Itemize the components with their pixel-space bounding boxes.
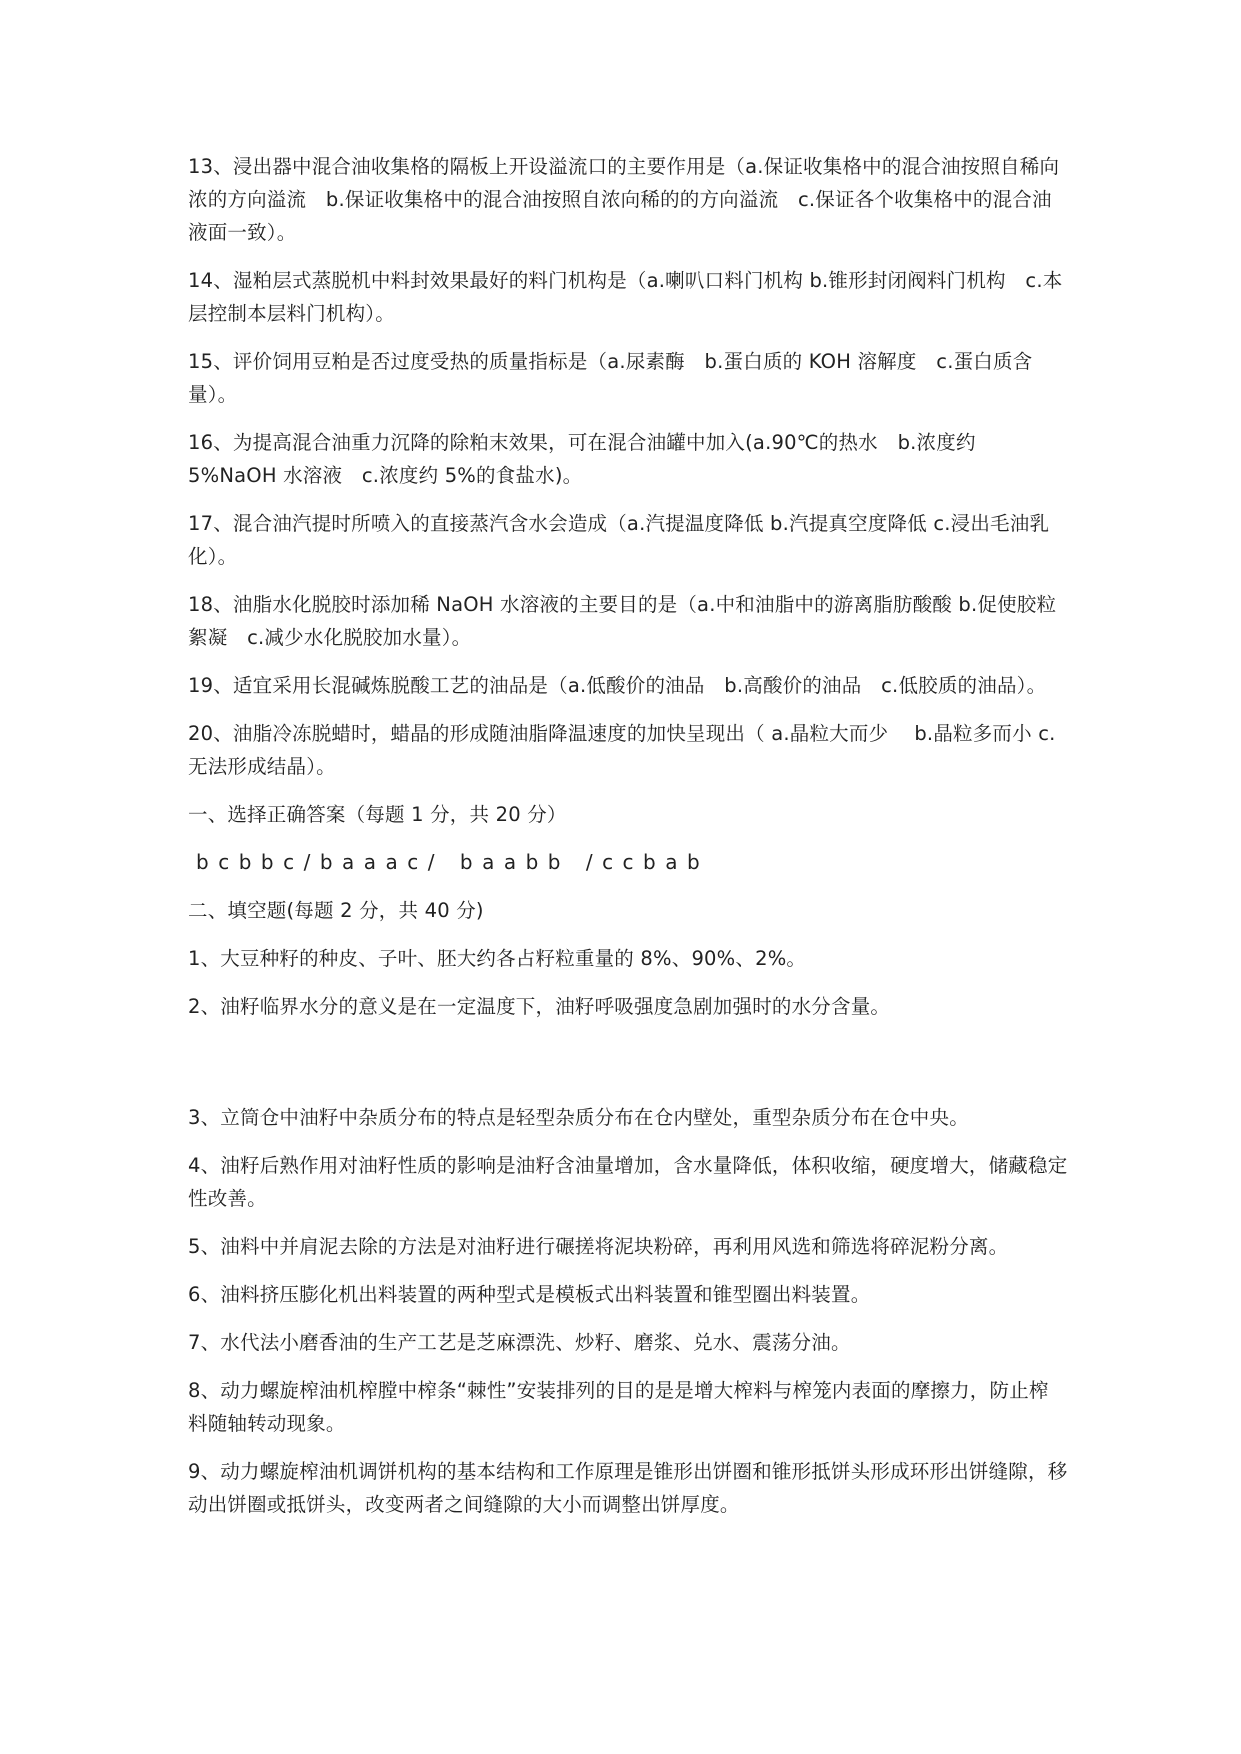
fill-item-8: 8、动力螺旋榨油机榨膛中榨条“棘性”安装排列的目的是是增大榨料与榨笼内表面的摩擦力，防止榨料随轴转动现象。 xyxy=(188,1379,1049,1435)
question-18: 18、油脂水化脱胶时添加稀 NaOH 水溶液的主要目的是（a.中和油脂中的游离脂肪酸酸 b.促使胶粒絮凝 c.减少水化脱胶加水量）。 xyxy=(188,593,1057,649)
question-13: 13、浸出器中混合油收集格的隔板上开设溢流口的主要作用是（a.保证收集格中的混合油按照自稀向浓的方向溢流 b.保证收集格中的混合油按照自浓向稀的的方向溢流 c.保证各个收集格中的混合油液面一致）。 xyxy=(188,155,1060,244)
fill-item-4: 4、油籽后熟作用对油籽性质的影响是油籽含油量增加，含水量降低，体积收缩，硬度增大，储藏稳定性改善。 xyxy=(188,1154,1068,1210)
section-1-heading: 一、选择正确答案（每题 1 分，共 20 分） xyxy=(188,803,567,826)
fill-item-1: 1、大豆种籽的种皮、子叶、胚大约各占籽粒重量的 8%、90%、2%。 xyxy=(188,947,807,970)
fill-item-6: 6、油料挤压膨化机出料装置的两种型式是模板式出料装置和锥型圈出料装置。 xyxy=(188,1283,871,1306)
question-15: 15、评价饲用豆粕是否过度受热的质量指标是（a.尿素酶 b.蛋白质的 KOH 溶解度 c.蛋白质含量）。 xyxy=(188,350,1033,406)
question-17: 17、混合油汽提时所喷入的直接蒸汽含水会造成（a.汽提温度降低 b.汽提真空度降低 c.浸出毛油乳化）。 xyxy=(188,512,1050,568)
fill-item-5: 5、油料中并肩泥去除的方法是对油籽进行碾搓将泥块粉碎，再利用风选和筛选将碎泥粉分离。 xyxy=(188,1235,1009,1258)
question-20: 20、油脂冷冻脱蜡时，蜡晶的形成随油脂降温速度的加快呈现出（ a.晶粒大而少 b.晶粒多而小 c.无法形成结晶）。 xyxy=(188,722,1056,778)
question-19: 19、适宜采用长混碱炼脱酸工艺的油品是（a.低酸价的油品 b.高酸价的油品 c.低胶质的油品）。 xyxy=(188,674,1047,697)
document-page xyxy=(188,150,1068,1536)
question-14: 14、湿粕层式蒸脱机中料封效果最好的料门机构是（a.喇叭口料门机构 b.锥形封闭阀料门机构 c.本层控制本层料门机构）。 xyxy=(188,269,1063,325)
answer-key: bcbbc/baaac/ baabb /ccbab xyxy=(196,850,710,874)
fill-item-2: 2、油籽临界水分的意义是在一定温度下，油籽呼吸强度急剧加强时的水分含量。 xyxy=(188,995,891,1018)
paragraph-gap xyxy=(188,1038,1068,1101)
fill-item-9: 9、动力螺旋榨油机调饼机构的基本结构和工作原理是锥形出饼圈和锥形抵饼头形成环形出饼缝隙，移动出饼圈或抵饼头，改变两者之间缝隙的大小而调整出饼厚度。 xyxy=(188,1460,1068,1516)
fill-item-7: 7、水代法小磨香油的生产工艺是芝麻漂洗、炒籽、磨浆、兑水、震荡分油。 xyxy=(188,1331,851,1354)
section-2-heading: 二、填空题(每题 2 分，共 40 分) xyxy=(188,899,484,922)
fill-item-3: 3、立筒仓中油籽中杂质分布的特点是轻型杂质分布在仓内壁处，重型杂质分布在仓中央。 xyxy=(188,1106,969,1129)
question-16: 16、为提高混合油重力沉降的除粕末效果，可在混合油罐中加入(a.90℃的热水 b.浓度约 5%NaOH 水溶液 c.浓度约 5%的食盐水)。 xyxy=(188,431,983,487)
